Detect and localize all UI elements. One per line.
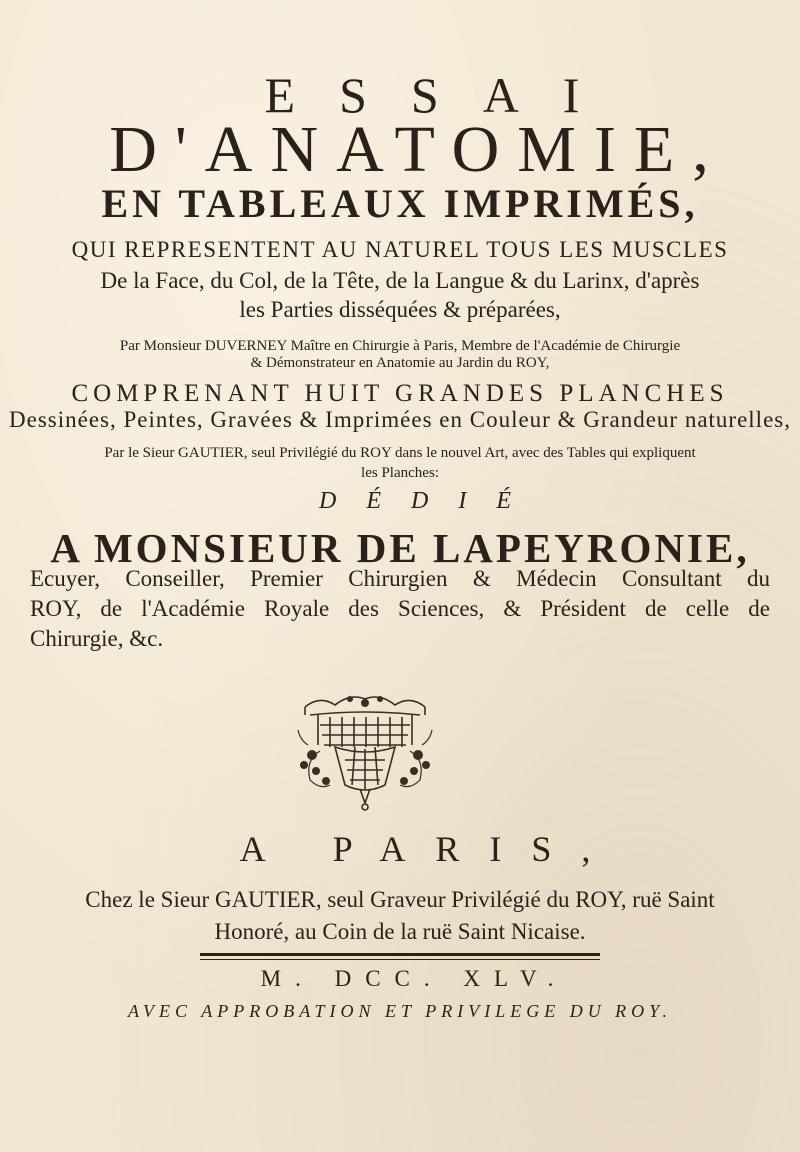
imprint-city: A PARIS, [239, 829, 621, 869]
subtitle-line-3: les Parties disséquées & préparées, [239, 297, 561, 322]
contents-description: Dessinées, Peintes, Gravées & Imprimées en Couleur & Grandeur naturelles, [9, 407, 791, 432]
privilege-line: AVEC APPROBATION ET PRIVILEGE DU ROY. [127, 1001, 673, 1021]
engraver-line-1: Par le Sieur GAUTIER, seul Privilégié du ROY dans le nouvel Art, avec des Tables qui expliquent [104, 445, 696, 461]
title-anatomie: D'ANATOMIE, [109, 113, 727, 186]
imprint-line-1: Chez le Sieur GAUTIER, seul Graveur Privilégié du ROY, ruë Saint [85, 887, 715, 912]
title-essai: ESSAI [264, 67, 624, 123]
contents-heading: COMPRENANT HUIT GRANDES PLANCHES [71, 380, 729, 407]
dedicatee-titles-line-2: ROY, de l'Académie Royale des Sciences, & Président de celle de [30, 596, 770, 621]
dedication-label: DÉDIÉ [319, 488, 541, 514]
author-line-2: & Démonstrateur en Anatomie au Jardin du ROY, [250, 355, 550, 371]
dedicatee-titles-line-1: Ecuyer, Conseiller, Premier Chirurgien & Médecin Consultant du [30, 566, 770, 591]
flower-basket-vignette-icon [290, 685, 440, 825]
dedicatee-name: A MONSIEUR DE LAPEYRONIE, [50, 525, 750, 571]
publication-date: M. DCC. XLV. [260, 966, 568, 991]
divider-rule [200, 953, 600, 956]
divider-rule-thin [200, 959, 600, 960]
subtitle-line-2: De la Face, du Col, de la Tête, de la Langue & du Larinx, d'après [100, 268, 700, 293]
subtitle-line-1: QUI REPRESENTENT AU NATUREL TOUS LES MUSCLES [71, 237, 729, 262]
author-line-1: Par Monsieur DUVERNEY Maître en Chirurgie à Paris, Membre de l'Académie de Chirurgie [119, 338, 681, 354]
engraver-line-2: les Planches: [361, 465, 439, 481]
title-tableaux: EN TABLEAUX IMPRIMÉS, [101, 181, 699, 226]
imprint-line-2: Honoré, au Coin de la ruë Saint Nicaise. [214, 919, 586, 944]
dedicatee-titles-line-3: Chirurgie, &c. [30, 626, 164, 651]
